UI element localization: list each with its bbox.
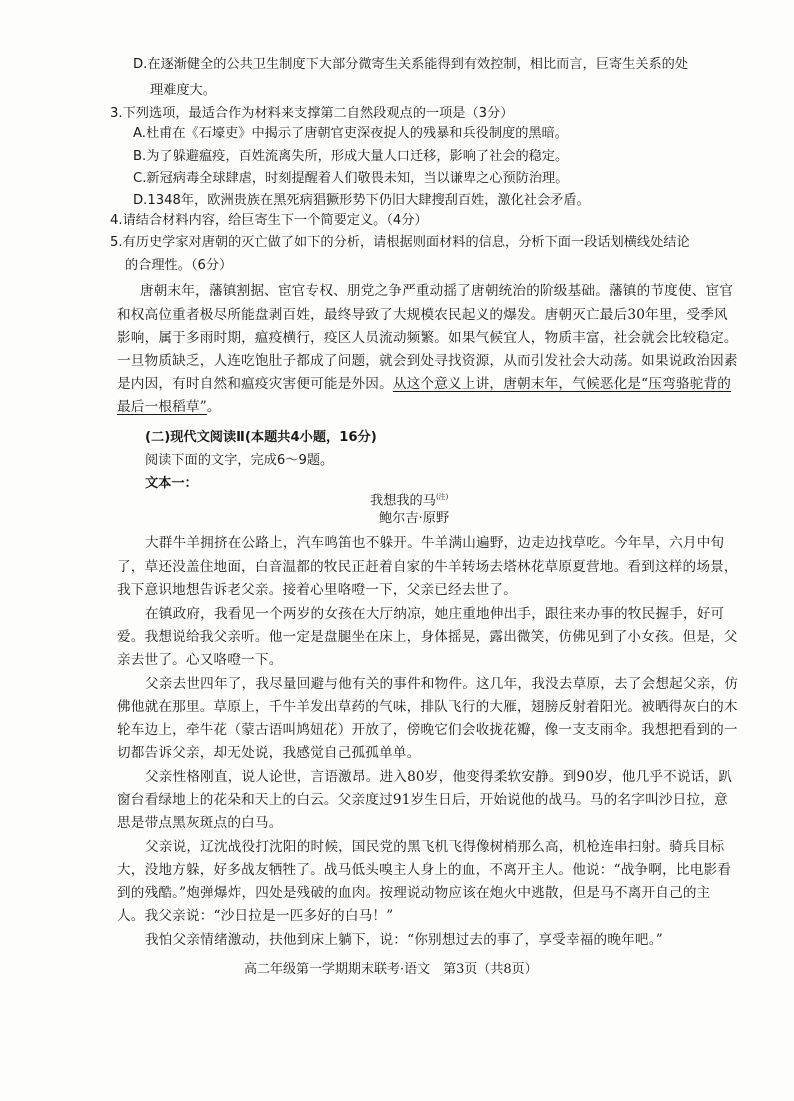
story-line: 亲去世了。心又咯噔一下。 bbox=[117, 652, 283, 668]
story-line: 在镇政府，我看见一个两岁的女孩在大厅纳凉，她庄重地伸出手，跟往来办事的牧民握手，好可 bbox=[145, 606, 725, 622]
q5-stem-line2: 的合理性。（6分） bbox=[125, 258, 233, 273]
q5-material-line6 bbox=[117, 397, 221, 417]
q3-option-c: C.新冠病毒全球肆虐，时刻提醒着人们敬畏未知，当以谦卑之心预防治理。 bbox=[133, 171, 569, 186]
q2-option-d-line2: 理难度大。 bbox=[150, 83, 216, 98]
section-heading: (二)现代文阅读Ⅱ(本题共4小题，16分) bbox=[145, 430, 377, 445]
story-line: 轮车边上，牵牛花（蒙古语叫鸠妞花）开放了，傍晚它们会收拢花瓣，像一支支雨伞。我想把看到的一 bbox=[117, 722, 738, 738]
story-line: 父亲说，辽沈战役打沈阳的时候，国民党的黑飞机飞得像树梢那么高，机枪连串扫射。骑兵目标 bbox=[145, 839, 725, 855]
q5-material-period: 。 bbox=[206, 399, 221, 415]
q2-option-d-line1: D.在逐渐健全的公共卫生制度下大部分微寄生关系能得到有效控制，相比而言，巨寄生关系的处 bbox=[133, 57, 689, 72]
story-title bbox=[370, 487, 448, 511]
story-line: 父亲性格刚直，说人论世，言语激昂。进入80岁，他变得柔软安静。到90岁，他几乎不说话，趴 bbox=[145, 769, 733, 785]
page-footer: 高二年级第一学期期末联考·语文 第3页（共8页） bbox=[244, 962, 538, 977]
story-line: 了，草还没盖住地面，白音温都的牧民正赶着自家的牛羊转场去塔林花草原夏营地。看到这样的场景， bbox=[117, 559, 738, 575]
story-title-text: 我想我的马 bbox=[370, 493, 436, 509]
story-author: 鲍尔吉·原野 bbox=[379, 511, 450, 526]
q5-stem-line1: 5.有历史学家对唐朝的灭亡做了如下的分析，请根据则面材料的信息，分析下面一段话划横线处结论 bbox=[110, 235, 690, 250]
section-instruction: 阅读下面的文字，完成6～9题。 bbox=[145, 453, 334, 468]
story-line: 佛他就在那里。草原上，千牛羊发出草药的气味，排队飞行的大雁，翅膀反射着阳光。被晒得灰白的木 bbox=[117, 699, 738, 715]
story-line: 父亲去世四年了，我尽量回避与他有关的事件和物件。这几年，我没去草原，去了会想起父亲，仿 bbox=[145, 676, 739, 692]
story-line: 爱。我想说给我父亲听。他一定是盘腿坐在床上，身体摇晃，露出微笑，仿佛见到了小女孩。但是，父 bbox=[117, 629, 738, 645]
story-line: 到的残酷。”炮弹爆炸，四处是残破的血肉。按理说动物应该在炮火中逃散，但是马不离开自己的主 bbox=[117, 885, 711, 901]
story-line: 人。我父亲说：“沙日拉是一匹多好的白马！” bbox=[117, 908, 394, 924]
q4-stem: 4.请结合材料内容，给巨寄生下一个简要定义。（4分） bbox=[110, 213, 428, 228]
q5-underlined-conclusion-part1: 从这个意义上讲，唐朝末年，气候恶化是“压弯骆驼背的 bbox=[392, 376, 732, 392]
q3-option-d: D.1348年，欧洲贵族在黑死病猖獗形势下仍旧大肆搜刮百姓，激化社会矛盾。 bbox=[133, 193, 590, 208]
story-line: 我下意识地想告诉老父亲。接着心里咯噔一下，父亲已经去世了。 bbox=[117, 582, 518, 598]
story-title-note: (注) bbox=[435, 493, 449, 501]
q5-underlined-conclusion-part2: 最后一根稻草” bbox=[117, 399, 207, 415]
story-line: 窗台看绿地上的花朵和天上的白云。父亲度过91岁生日后，开始说他的战马。马的名字叫沙日拉，意 bbox=[117, 792, 728, 808]
q3-option-b: B.为了躲避瘟疫，百姓流离失所，形成大量人口迁移，影响了社会的稳定。 bbox=[133, 149, 569, 164]
story-line: 大群牛羊拥挤在公路上，汽车鸣笛也不躲开。牛羊满山遍野，边走边找草吃。今年旱，六月中旬 bbox=[145, 535, 725, 551]
story-line: 切都告诉父亲，却无处说，我感觉自己孤孤单单。 bbox=[117, 745, 421, 761]
q3-option-a: A.杜甫在《石壕吏》中揭示了唐朝官吏深夜捉人的残暴和兵役制度的黑暗。 bbox=[133, 126, 568, 141]
q5-material-line3: 影响，属于多雨时期，瘟疫横行，疫区人员流动频繁。如果气候宜人，物质丰富，社会就会比较稳定。 bbox=[117, 330, 738, 346]
q5-material-line5-plain: 是内因，有时自然和瘟疫灾害便可能是外因。 bbox=[117, 376, 393, 392]
q3-stem: 3.下列选项，最适合作为材料来支撑第二自然段观点的一项是（3分） bbox=[110, 106, 514, 121]
q5-material-line4: 一旦物质缺乏，人连吃饱肚子都成了问题，就会到处寻找资源，从而引发社会大动荡。如果说政治因素 bbox=[117, 353, 738, 369]
story-line: 我怕父亲情绪激动，扶他到床上躺下，说：“你别想过去的事了，享受幸福的晚年吧。” bbox=[145, 932, 663, 948]
story-line: 思是带点黑灰斑点的白马。 bbox=[117, 815, 283, 831]
text-one-label: 文本一： bbox=[145, 476, 198, 491]
q5-material-line2: 和权高位重者极尽所能盘剥百姓，最终导致了大规模农民起义的爆发。唐朝灭亡最后30年里，受季风 bbox=[117, 307, 728, 323]
q5-material-line5 bbox=[117, 374, 731, 394]
q5-material-line1: 唐朝末年，藩镇割据、宦官专权、朋党之争严重动摇了唐朝统治的阶级基础。藩镇的节度使、宦官 bbox=[140, 283, 734, 299]
story-line: 大，没地方躲，好多战友牺牲了。战马低头嗅主人身上的血，不离开主人。他说：“战争啊，比电影看 bbox=[117, 862, 732, 878]
